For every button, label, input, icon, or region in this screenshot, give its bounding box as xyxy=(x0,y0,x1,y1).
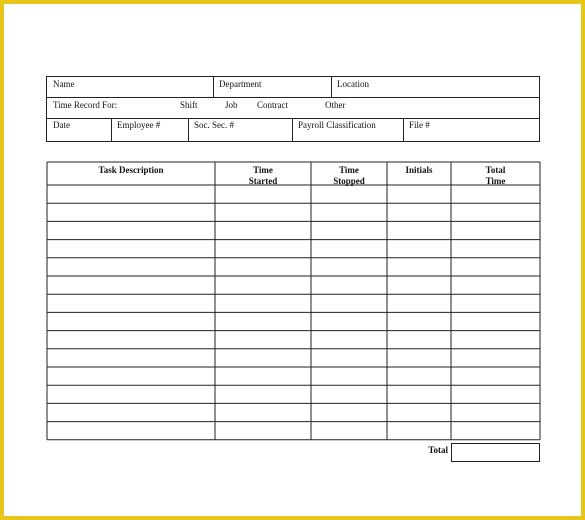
table-cell[interactable] xyxy=(48,186,214,202)
table-cell[interactable] xyxy=(216,423,310,439)
table-cell[interactable] xyxy=(452,423,539,439)
column-header-line: Task Description xyxy=(98,165,164,175)
table-cell[interactable] xyxy=(216,186,310,202)
table-cell[interactable] xyxy=(312,259,386,275)
column-header-line: Total xyxy=(485,165,506,175)
column-header-line: Stopped xyxy=(333,176,365,186)
table-cell[interactable] xyxy=(216,332,310,348)
table-cell[interactable] xyxy=(452,277,539,293)
table-cell[interactable] xyxy=(216,277,310,293)
table-cell[interactable] xyxy=(48,332,214,348)
column-header-line: Initials xyxy=(405,165,433,175)
table-cell[interactable] xyxy=(216,313,310,329)
table-cell[interactable] xyxy=(216,295,310,311)
column-header-task-description xyxy=(47,163,215,176)
table-cell[interactable] xyxy=(452,259,539,275)
column-header-initials xyxy=(387,163,451,176)
table-cell[interactable] xyxy=(388,368,450,384)
job-option-label: Job xyxy=(225,100,238,110)
table-cell[interactable] xyxy=(388,313,450,329)
table-cell[interactable] xyxy=(216,404,310,420)
table-cell[interactable] xyxy=(312,386,386,402)
table-cell[interactable] xyxy=(48,204,214,220)
table-cell[interactable] xyxy=(48,241,214,257)
other-option-label: Other xyxy=(325,100,346,110)
table-cell[interactable] xyxy=(48,259,214,275)
table-cell[interactable] xyxy=(388,386,450,402)
name-field-label: Name xyxy=(53,79,75,89)
table-cell[interactable] xyxy=(452,295,539,311)
table-cell[interactable] xyxy=(48,386,214,402)
table-cell[interactable] xyxy=(48,368,214,384)
column-header-time-stopped xyxy=(311,163,387,187)
column-header-line: Time xyxy=(339,165,359,175)
table-cell[interactable] xyxy=(388,204,450,220)
table-cell[interactable] xyxy=(388,222,450,238)
table-cell[interactable] xyxy=(312,295,386,311)
table-cell[interactable] xyxy=(216,259,310,275)
table-cell[interactable] xyxy=(312,350,386,366)
table-cell[interactable] xyxy=(48,277,214,293)
table-cell[interactable] xyxy=(312,241,386,257)
table-cell[interactable] xyxy=(216,241,310,257)
table-cell[interactable] xyxy=(216,368,310,384)
employee-number-label: Employee # xyxy=(117,120,161,130)
table-cell[interactable] xyxy=(452,350,539,366)
table-cell[interactable] xyxy=(312,277,386,293)
location-field-label: Location xyxy=(337,79,369,89)
column-header-line: Time xyxy=(253,165,273,175)
table-cell[interactable] xyxy=(216,204,310,220)
table-cell[interactable] xyxy=(312,222,386,238)
soc-sec-label: Soc. Sec. # xyxy=(194,120,234,130)
table-cell[interactable] xyxy=(312,423,386,439)
file-number-label: File # xyxy=(409,120,430,130)
table-cell[interactable] xyxy=(388,295,450,311)
contract-option-label: Contract xyxy=(257,100,288,110)
table-cell[interactable] xyxy=(452,368,539,384)
column-header-time-started xyxy=(215,163,311,187)
table-cell[interactable] xyxy=(312,404,386,420)
table-cell[interactable] xyxy=(388,332,450,348)
date-field-label: Date xyxy=(53,120,70,130)
table-cell[interactable] xyxy=(452,186,539,202)
column-header-total-time xyxy=(451,163,540,187)
table-cell[interactable] xyxy=(312,204,386,220)
table-cell[interactable] xyxy=(452,332,539,348)
table-cell[interactable] xyxy=(388,423,450,439)
table-cell[interactable] xyxy=(48,350,214,366)
table-cell[interactable] xyxy=(216,350,310,366)
payroll-classification-label: Payroll Classification xyxy=(298,120,376,130)
table-cell[interactable] xyxy=(312,186,386,202)
table-cell[interactable] xyxy=(388,404,450,420)
table-cell[interactable] xyxy=(452,204,539,220)
table-cell[interactable] xyxy=(388,186,450,202)
table-cell[interactable] xyxy=(312,313,386,329)
table-cell[interactable] xyxy=(452,404,539,420)
table-cell[interactable] xyxy=(452,222,539,238)
table-cell[interactable] xyxy=(452,386,539,402)
table-cell[interactable] xyxy=(48,222,214,238)
table-cell[interactable] xyxy=(388,241,450,257)
task-table xyxy=(4,4,581,516)
column-header-line: Started xyxy=(248,176,278,186)
table-cell[interactable] xyxy=(216,222,310,238)
table-cell[interactable] xyxy=(452,313,539,329)
table-cell[interactable] xyxy=(48,404,214,420)
time-record-for-label: Time Record For: xyxy=(53,100,118,110)
table-cell[interactable] xyxy=(388,277,450,293)
department-field-label: Department xyxy=(219,79,262,89)
grand-total-field[interactable] xyxy=(451,443,540,462)
table-cell[interactable] xyxy=(216,386,310,402)
column-header-line: Time xyxy=(485,176,506,186)
table-cell[interactable] xyxy=(312,368,386,384)
table-cell[interactable] xyxy=(388,350,450,366)
table-cell[interactable] xyxy=(48,313,214,329)
grand-total-label: Total xyxy=(428,445,448,455)
shift-option-label: Shift xyxy=(180,100,198,110)
table-cell[interactable] xyxy=(48,423,214,439)
table-cell[interactable] xyxy=(452,241,539,257)
table-cell[interactable] xyxy=(312,332,386,348)
table-cell[interactable] xyxy=(48,295,214,311)
table-cell[interactable] xyxy=(388,259,450,275)
